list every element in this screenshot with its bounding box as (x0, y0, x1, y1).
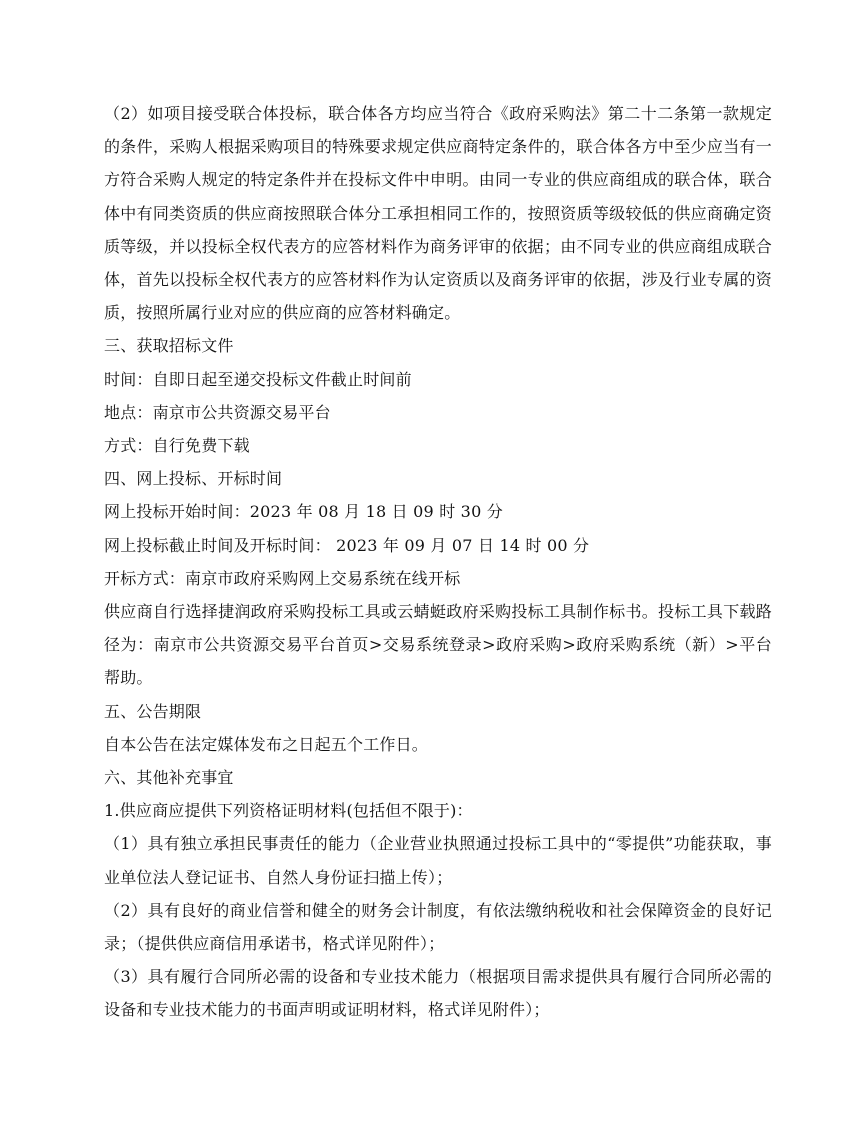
paragraph-obtain-time: 时间：自即日起至递交投标文件截止时间前 (104, 369, 412, 389)
paragraph-qualification-3: （3）具有履行合同所必需的设备和专业技术能力（根据项目需求提供具有履行合同所必需的设备和专业技术能力的书面声明或证明材料，格式详见附件）； (104, 967, 772, 1020)
paragraph-bid-start-time: 网上投标开始时间：2023 年 08 月 18 日 09 时 30 分 (104, 502, 503, 522)
paragraph-notice-period: 自本公告在法定媒体发布之日起五个工作日。 (104, 734, 429, 754)
paragraph-qualification-intro: 1.供应商应提供下列资格证明材料(包括但不限于)： (104, 801, 473, 821)
document-body (104, 97, 772, 1027)
section-heading-obtain-tender-docs: 三、获取招标文件 (104, 336, 234, 356)
section-heading-bidding-time: 四、网上投标、开标时间 (104, 469, 283, 489)
paragraph-bid-deadline: 网上投标截止时间及开标时间： 2023 年 09 月 07 日 14 时 00 分 (104, 535, 590, 555)
paragraph-bid-tools: 供应商自行选择捷润政府采购投标工具或云蜻蜓政府采购投标工具制作标书。投标工具下载路径为：南京市公共资源交易平台首页>交易系统登录>政府采购>政府采购系统（新）>平台帮助。 (104, 602, 772, 688)
section-heading-other-matters: 六、其他补充事宜 (104, 768, 234, 788)
paragraph-obtain-location: 地点：南京市公共资源交易平台 (104, 402, 331, 422)
paragraph-opening-method: 开标方式：南京市政府采购网上交易系统在线开标 (104, 568, 461, 588)
section-heading-notice-period: 五、公告期限 (104, 701, 202, 721)
paragraph-consortium-rules: （2）如项目接受联合体投标，联合体各方均应当符合《政府采购法》第二十二条第一款规定的条件，采购人根据采购项目的特殊要求规定供应商特定条件的，联合体各方中至少应当有一方符合采购人规定的特定条件并在投标文件中申明。由同一专业的供应商组成的联合体，联合体中有同类资质的供应商按照联合体分工承担相同工作的，按照资质等级较低的供应商确定资质等级，并以投标全权代表方的应答材料作为商务评审的依据；由不同专业的供应商组成联合体，首先以投标全权代表方的应答材料作为认定资质以及商务评审的依据，涉及行业专属的资质，按照所属行业对应的供应商的应答材料确定。 (104, 104, 772, 323)
paragraph-qualification-2: （2）具有良好的商业信誉和健全的财务会计制度，有依法缴纳税收和社会保障资金的良好记录；（提供供应商信用承诺书，格式详见附件）； (104, 900, 772, 954)
paragraph-obtain-method: 方式：自行免费下载 (104, 436, 250, 456)
paragraph-qualification-1: （1）具有独立承担民事责任的能力（企业营业执照通过投标工具中的“零提供”功能获取，事业单位法人登记证书、自然人身份证扫描上传）； (104, 834, 772, 887)
